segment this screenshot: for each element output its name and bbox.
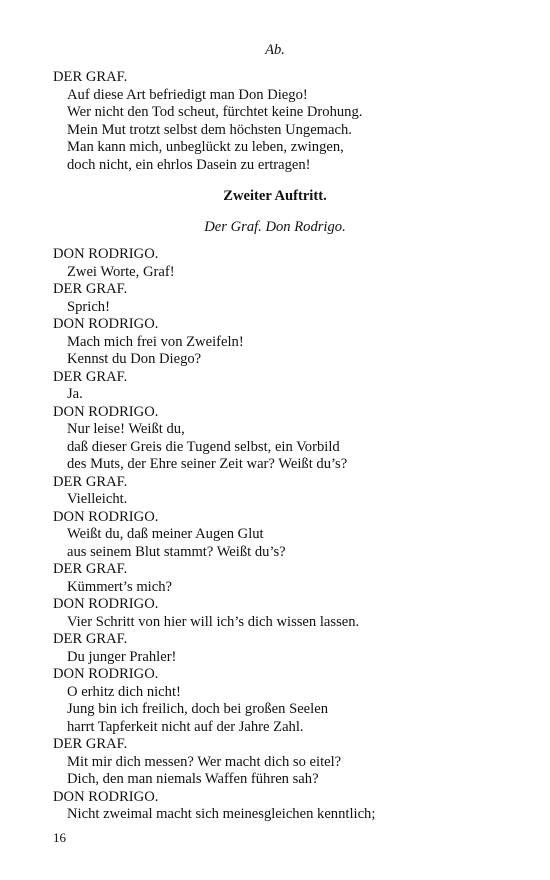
scene-heading: Zweiter Auftritt. xyxy=(223,188,327,204)
speaker-label: DON RODRIGO. xyxy=(53,596,159,612)
verse-line: Zwei Worte, Graf! xyxy=(67,263,175,280)
speaker-label: DON RODRIGO. xyxy=(53,316,159,332)
speaker-label: DON RODRIGO. xyxy=(53,788,159,805)
speaker-label: DER GRAF. xyxy=(53,631,128,647)
speaker-label: DER GRAF. xyxy=(53,473,128,490)
verse-line: Wer nicht den Tod scheut, fürchtet keine Drohung. xyxy=(67,104,363,120)
verse-line: Auf diese Art befriedigt man Don Diego! xyxy=(67,86,308,103)
speaker-label: DON RODRIGO. xyxy=(53,246,159,262)
verse-line: aus seinem Blut stammt? Weißt du’s? xyxy=(67,543,286,560)
verse-line: O erhitz dich nicht! xyxy=(67,683,181,700)
page-number: 16 xyxy=(53,830,66,845)
stage-direction-exit: Ab. xyxy=(265,42,285,58)
verse-line: Nur leise! Weißt du, xyxy=(67,421,185,437)
speaker-label: DER GRAF. xyxy=(53,561,128,577)
verse-line: daß dieser Greis die Tugend selbst, ein Vorbild xyxy=(67,438,340,455)
speaker-label: DER GRAF. xyxy=(53,736,128,752)
verse-line: Jung bin ich freilich, doch bei großen Seelen xyxy=(67,701,328,717)
verse-line: Mein Mut trotzt selbst dem höchsten Ungemach. xyxy=(67,121,352,138)
verse-line: Vier Schritt von hier will ich’s dich wissen lassen. xyxy=(67,613,360,630)
speaker-label: DER GRAF. xyxy=(53,69,128,85)
verse-line: Kennst du Don Diego? xyxy=(67,351,202,367)
verse-line: Mit mir dich messen? Wer macht dich so eitel? xyxy=(67,753,342,770)
verse-line: doch nicht, ein ehrlos Dasein zu ertragen! xyxy=(67,156,311,173)
verse-line: Kümmert’s mich? xyxy=(67,578,172,595)
verse-line: des Muts, der Ehre seiner Zeit war? Weißt du’s? xyxy=(67,456,348,472)
verse-line: Du junger Prahler! xyxy=(67,648,177,665)
speaker-label: DON RODRIGO. xyxy=(53,508,159,525)
verse-line: Ja. xyxy=(67,386,83,402)
verse-line: Vielleicht. xyxy=(67,491,128,507)
verse-line: Sprich! xyxy=(67,298,110,315)
verse-line: Nicht zweimal macht sich meinesgleichen kenntlich; xyxy=(67,806,376,822)
speaker-label: DON RODRIGO. xyxy=(53,666,159,682)
verse-line: Weißt du, daß meiner Augen Glut xyxy=(67,526,264,542)
verse-line: Mach mich frei von Zweifeln! xyxy=(67,333,244,350)
speaker-label: DON RODRIGO. xyxy=(53,403,159,420)
stage-direction-characters: Der Graf. Don Rodrigo. xyxy=(204,219,346,235)
speaker-label: DER GRAF. xyxy=(53,368,128,385)
verse-line: harrt Tapferkeit nicht auf der Jahre Zahl. xyxy=(67,718,304,735)
verse-line: Dich, den man niemals Waffen führen sah? xyxy=(67,771,319,787)
speaker-label: DER GRAF. xyxy=(53,281,128,297)
verse-line: Man kann mich, unbeglückt zu leben, zwingen, xyxy=(67,139,344,155)
